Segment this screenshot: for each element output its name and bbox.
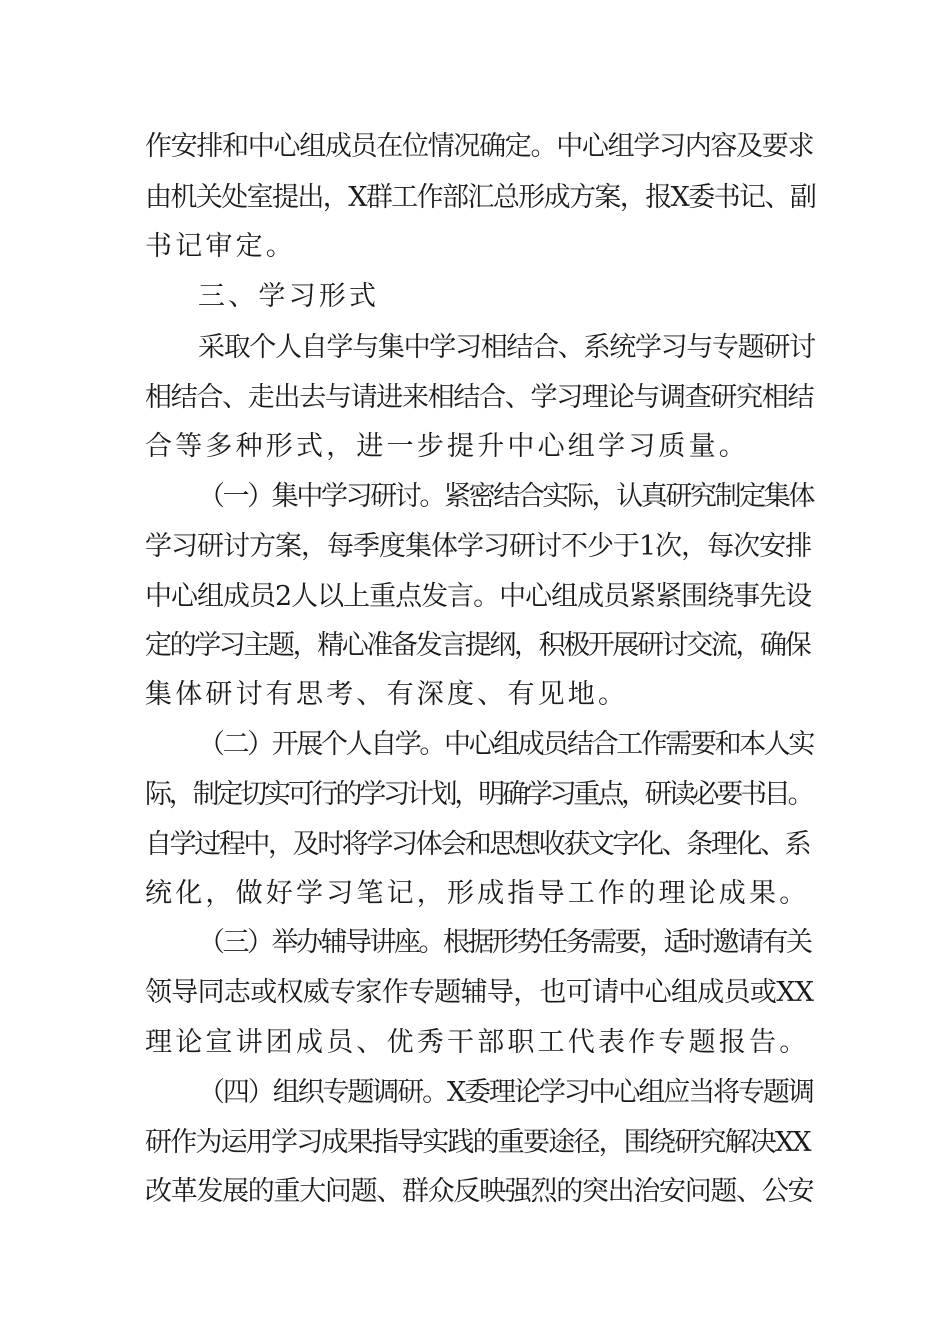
text-line: 集体研讨有思考、有深度、有见地。 bbox=[145, 679, 629, 710]
text-line: （一）集中学习研讨。紧密结合实际，认真研究制定集体 bbox=[198, 481, 813, 512]
text-line: 合等多种形式，进一步提升中心组学习质量。 bbox=[145, 431, 749, 462]
text-line: 学习研讨方案，每季度集体学习研讨不少于1次，每次安排 bbox=[145, 531, 812, 562]
text-line: 理论宣讲团成员、优秀干部职工代表作专题报告。 bbox=[145, 1027, 810, 1058]
text-line: 统化，做好学习笔记，形成指导工作的理论成果。 bbox=[145, 878, 810, 909]
text-line: 采取个人自学与集中学习相结合、系统学习与专题研讨 bbox=[198, 332, 815, 363]
text-line: （四）组织专题调研。X委理论学习中心组应当将专题调 bbox=[198, 1077, 813, 1108]
text-line: 改革发展的重大问题、群众反映强烈的突出治安问题、公安 bbox=[145, 1176, 814, 1207]
text-line: （二）开展个人自学。中心组成员结合工作需要和本人实 bbox=[198, 729, 813, 760]
text-line: 际，制定切实可行的学习计划，明确学习重点，研读必要书目。 bbox=[145, 779, 812, 810]
text-line: 作安排和中心组成员在位情况确定。中心组学习内容及要求 bbox=[145, 131, 814, 162]
text-line: （三）举办辅导讲座。根据形势任务需要，适时邀请有关 bbox=[198, 927, 811, 958]
text-line: 定的学习主题，精心准备发言提纲，积极开展研讨交流，确保 bbox=[145, 630, 810, 661]
text-line: 领导同志或权威专家作专题辅导，也可请中心组成员或XX bbox=[145, 977, 814, 1008]
text-line: 自学过程中，及时将学习体会和思想收获文字化、条理化、系 bbox=[145, 829, 810, 860]
text-line: 研作为运用学习成果指导实践的重要途径，围绕研究解决XX bbox=[145, 1127, 810, 1158]
section-heading: 三、学习形式 bbox=[198, 281, 380, 312]
text-line: 由机关处室提出，X群工作部汇总形成方案，报X委书记、副 bbox=[145, 182, 816, 213]
text-line: 相结合、走出去与请进来相结合、学习理论与调查研究相结 bbox=[145, 382, 814, 413]
text-line: 书记审定。 bbox=[145, 231, 296, 262]
text-line: 中心组成员2人以上重点发言。中心组成员紧紧围绕事先设 bbox=[145, 581, 812, 612]
